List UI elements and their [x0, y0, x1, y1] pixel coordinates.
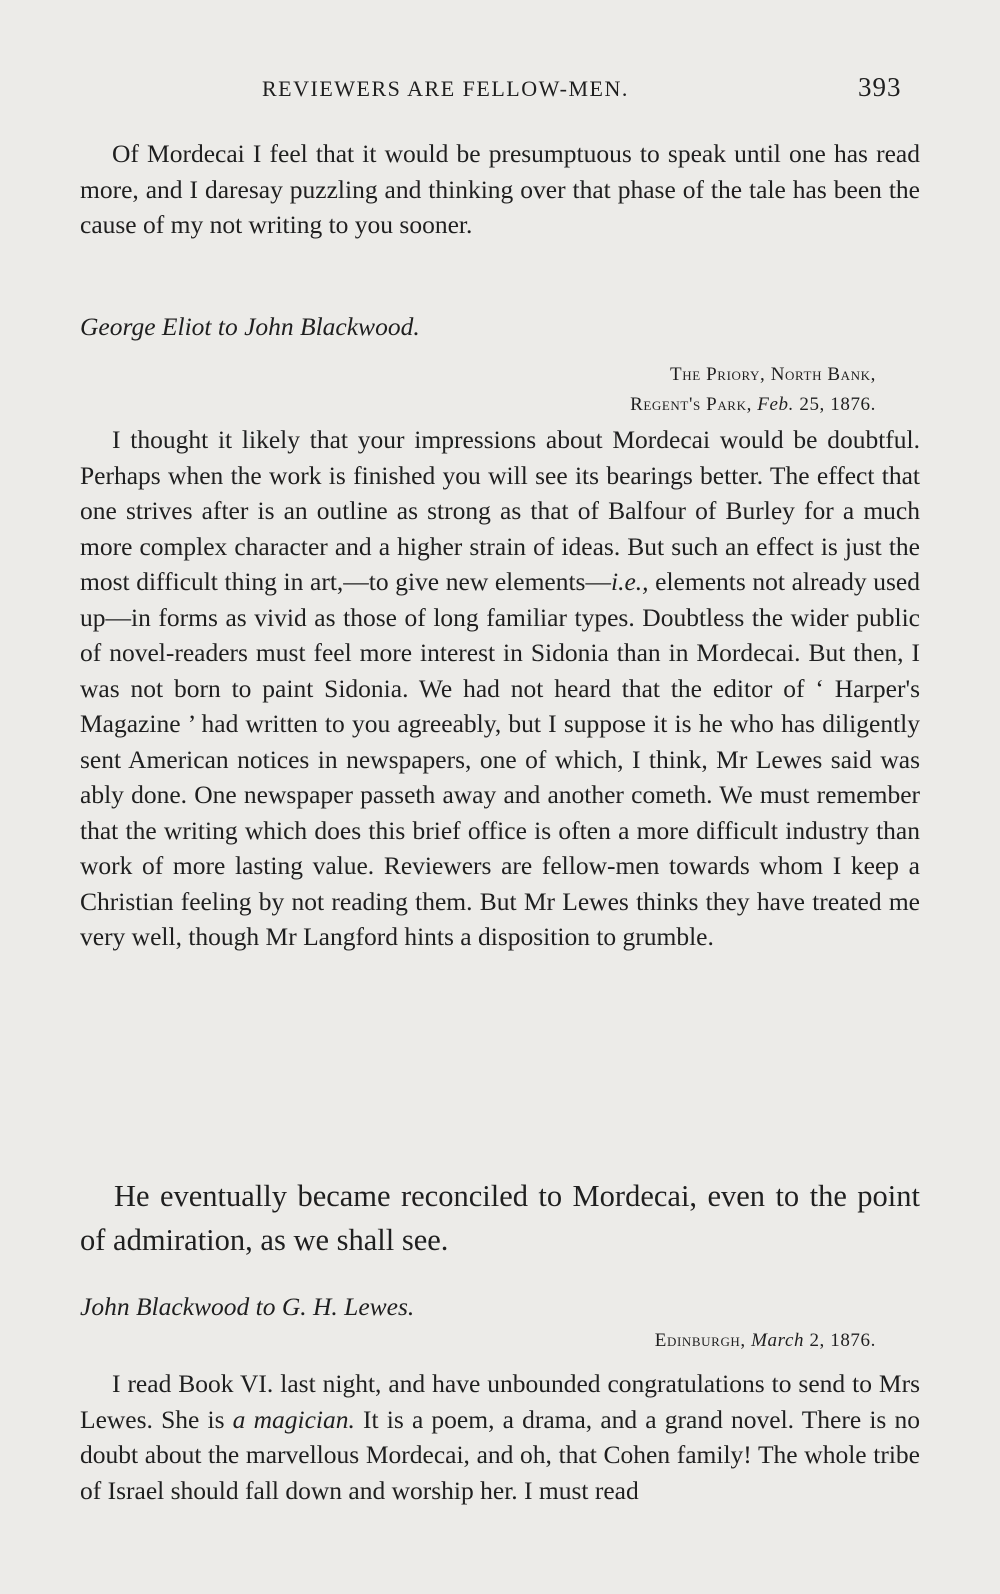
letter-body — [80, 1366, 920, 1508]
letter-heading: John Blackwood to G. H. Lewes. — [80, 1292, 415, 1321]
letter-eliot-to-blackwood — [80, 312, 920, 955]
address-line-2 — [80, 390, 876, 420]
running-title: REVIEWERS ARE FELLOW-MEN. — [262, 76, 629, 101]
address-month: March — [751, 1330, 805, 1351]
address-date: 25, 1876. — [799, 394, 876, 415]
page-number: 393 — [858, 72, 902, 102]
address-place: Regent's Park, — [630, 394, 752, 415]
address-date: 2, 1876. — [809, 1330, 876, 1351]
letter-body-ie: i.e., — [611, 567, 649, 596]
letter-body-part-2: It is a poem, a drama, and a grand novel. There is no doubt about the marvellous Mordecai, and oh, that Cohen family! The whole tribe of Israel should fall down and worship her. I must read — [80, 1404, 921, 1505]
letter-address — [80, 1326, 920, 1356]
letter-body — [80, 422, 920, 955]
letter-body-magician: a magician. — [232, 1404, 355, 1434]
running-head — [0, 72, 1000, 112]
letter-address — [80, 360, 920, 420]
opening-paragraph: Of Mordecai I feel that it would be presumptuous to speak until one has read more, and I daresay puzzling and thinking over that phase of the tale has been the cause of my not writing to you sooner. — [80, 139, 920, 239]
letter-body-part-2: elements not already used up—in forms as vivid as those of long familiar types. Doubtless the wider public of novel-readers must feel more interest in Sidonia than in Mordecai. But then, I was not born to paint Sidonia. We had not heard that the editor of ‘ Harper's Magazine ’ had written to you agreeably, but I suppose it is he who has diligently sent American notices in newspapers, one of which, I think, Mr Lewes said was ably done. One newspaper passeth away and another cometh. We must remember that the writing which does this brief office is often a more difficult industry than work of more lasting value. Reviewers are fellow-men towards whom I keep a Christian feeling by not reading them. But Mr Lewes thinks they have treated me very well, though Mr Langford hints a disposition to grumble. — [80, 567, 920, 951]
opening-paragraph-block — [80, 136, 920, 243]
narrative-block — [80, 1174, 920, 1262]
narrative-paragraph: He eventually became reconciled to Mordecai, even to the point of admiration, as we shall see. — [80, 1179, 920, 1257]
address-line-1: The Priory, North Bank, — [670, 364, 876, 385]
address-month: Feb. — [757, 394, 794, 415]
letter-blackwood-to-lewes — [80, 1292, 920, 1508]
letter-body-part-1: I read Book VI. last night, and have unbounded congratulations to send to Mrs Lewes. She is — [80, 1369, 920, 1434]
letter-heading: George Eliot to John Blackwood. — [80, 312, 420, 341]
letter-body-part-1: I thought it likely that your impressions about Mordecai would be doubtful. Perhaps when the work is finished you will see its bearings better. The effect that one strives after is an outline as strong as that of Balfour of Burley for a much more complex character and a higher strain of ideas. But such an effect is just the most difficult thing in art,—to give new elements— — [80, 425, 920, 596]
address-place: Edinburgh, — [654, 1330, 746, 1351]
